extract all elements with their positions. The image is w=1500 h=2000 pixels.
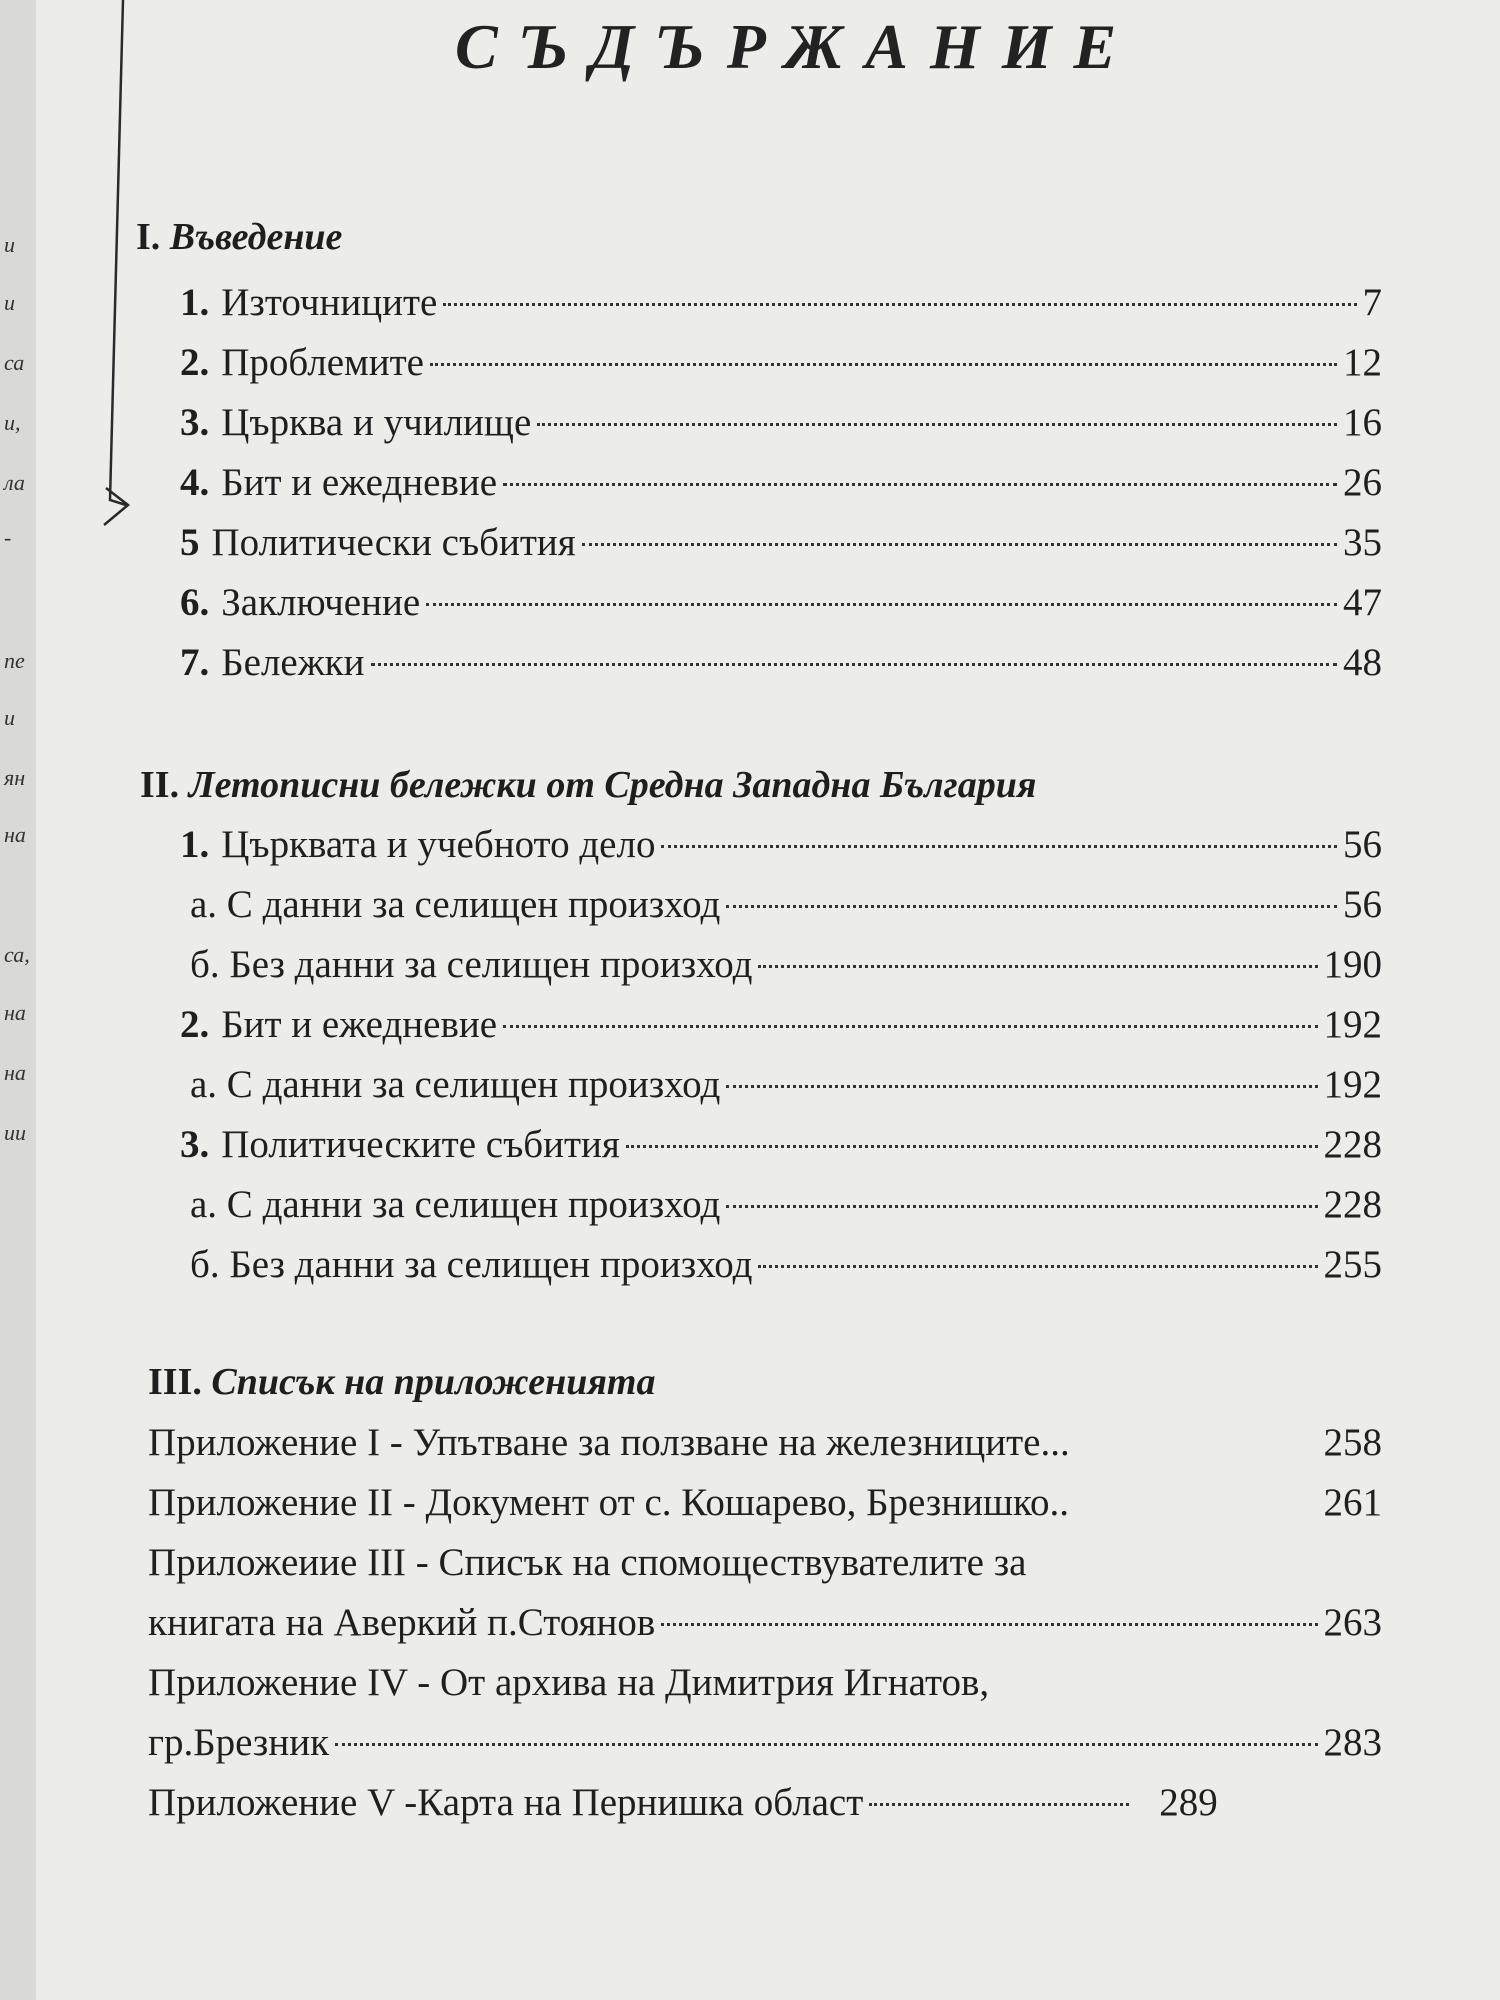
section-heading-3: III. Списък на приложенията xyxy=(148,1361,656,1403)
toc-entry: б. Без данни за селищен произход 255 xyxy=(190,1243,1382,1286)
toc-entry: б. Без данни за селищен произход 190 xyxy=(190,943,1382,986)
toc-entry: 3. Църква и училище 16 xyxy=(180,401,1382,444)
margin-fragment: на xyxy=(4,1060,26,1085)
margin-fragment: ла xyxy=(4,470,25,495)
margin-fragment: пе xyxy=(4,648,25,673)
toc-entry: Приложение II - Документ от с. Кошарево, Брезнишко.. 261 xyxy=(148,1481,1382,1524)
toc-entry: а. С данни за селищен произход 56 xyxy=(190,883,1382,926)
toc-entry: 5 Политически събития 35 xyxy=(180,521,1382,564)
toc-entry: а. С данни за селищен произход 228 xyxy=(190,1183,1382,1226)
margin-fragment: и xyxy=(4,232,15,257)
margin-fragment: и xyxy=(4,705,15,730)
toc-entry: 1. Източниците 7 xyxy=(180,281,1382,324)
toc-entry: Приложение V -Карта на Пернишка област 289 xyxy=(148,1781,1218,1824)
section-heading-2: II. Летописни бележки от Средна Западна България xyxy=(140,764,1037,806)
margin-fragment: на xyxy=(4,822,26,847)
margin-fragment: ии xyxy=(4,1120,26,1145)
toc-entry: 6. Заключение 47 xyxy=(180,581,1382,624)
toc-entry: 4. Бит и ежедневие 26 xyxy=(180,461,1382,504)
margin-fragment: и, xyxy=(4,410,21,435)
toc-entry-line: Приложение IV - От архива на Димитрия Игнатов, xyxy=(148,1661,990,1704)
toc-entry: а. С данни за селищен произход 192 xyxy=(190,1063,1382,1106)
toc-entry: 2. Бит и ежедневие 192 xyxy=(180,1003,1382,1046)
toc-entry: 7. Бележки 48 xyxy=(180,641,1382,684)
margin-fragment: са xyxy=(4,350,25,375)
toc-entry: 2. Проблемите 12 xyxy=(180,341,1382,384)
margin-fragment: на xyxy=(4,1000,26,1025)
margin-fragment: са, xyxy=(4,942,30,967)
toc-entry: 3. Политическите събития 228 xyxy=(180,1123,1382,1166)
toc-entry-line: Приложеиие III - Списък на спомоществувателите за xyxy=(148,1541,1027,1584)
margin-fragment: и xyxy=(4,290,15,315)
page-title: СЪДЪРЖАНИЕ xyxy=(455,11,1139,82)
margin-fragment: ян xyxy=(4,765,26,790)
toc-entry: Приложение I - Упътване за ползване на железниците... 258 xyxy=(148,1421,1382,1464)
toc-entry: гр.Брезник 283 xyxy=(148,1721,1382,1764)
section-heading-1: I. Въведение xyxy=(136,216,343,258)
toc-entry: 1. Църквата и учебното дело 56 xyxy=(180,823,1382,866)
toc-entry: книгата на Аверкий п.Стоянов 263 xyxy=(148,1601,1382,1644)
margin-fragment: - xyxy=(4,525,12,550)
